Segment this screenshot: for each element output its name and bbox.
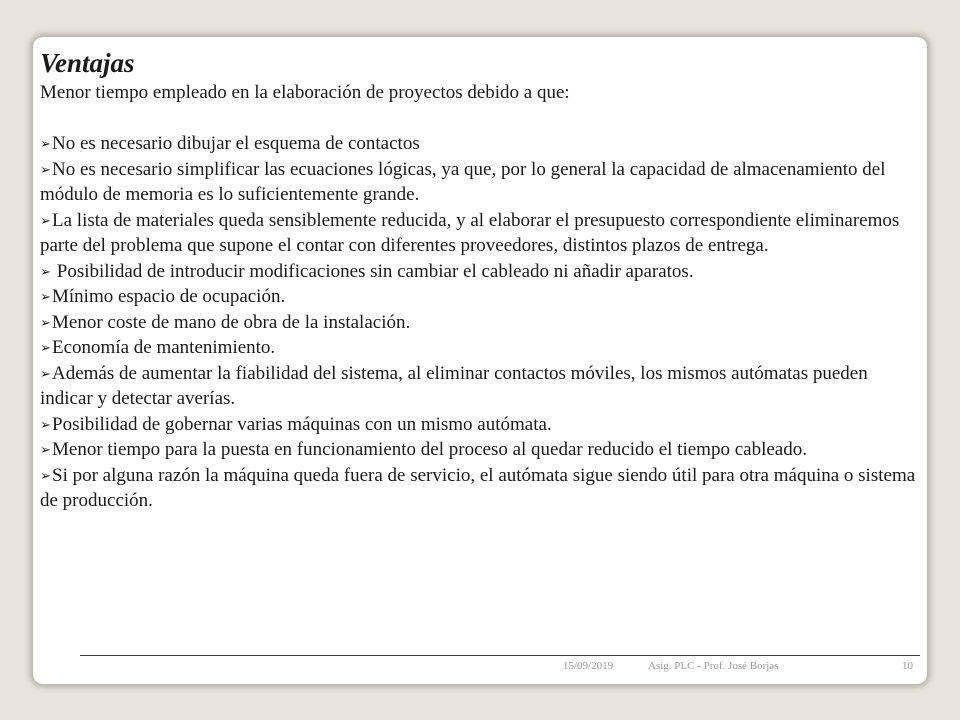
arrow-bullet-icon: ➢	[40, 416, 51, 432]
arrow-bullet-icon: ➢	[40, 314, 51, 330]
list-item-text: No es necesario simplificar las ecuaciones lógicas, ya que, por lo general la capacidad de almacenamiento del módulo de memoria es lo suficientemente grande.	[40, 158, 886, 205]
list-item-text: La lista de materiales queda sensiblemente reducida, y al elaborar el presupuesto correspondiente eliminaremos parte del problema que supone el contar con diferentes proveedores, distintos plazos de entrega.	[40, 209, 900, 256]
list-item-text: Economía de mantenimiento.	[52, 337, 276, 358]
arrow-bullet-icon: ➢	[40, 212, 51, 228]
arrow-bullet-icon: ➢	[40, 263, 51, 279]
list-item-text: Menor tiempo para la puesta en funcionamiento del proceso al quedar reducido el tiempo cableado.	[52, 439, 807, 460]
arrow-bullet-icon: ➢	[40, 136, 51, 151]
page-number: 10	[902, 660, 913, 672]
list-item-text: Posibilidad de gobernar varias máquinas con un mismo autómata.	[52, 413, 552, 435]
list-item	[40, 412, 920, 438]
footer-divider	[80, 655, 920, 656]
footer-date: 15/09/2019	[563, 660, 614, 672]
intro-text: Menor tiempo empleado en la elaboración de proyectos debido a que:	[40, 82, 570, 103]
arrow-bullet-icon: ➢	[40, 289, 51, 304]
list-item	[40, 437, 920, 463]
list-item-text: Posibilidad de introducir modificaciones sin cambiar el cableado ni añadir aparatos.	[52, 260, 694, 282]
arrow-bullet-icon: ➢	[40, 442, 51, 457]
list-item	[40, 284, 920, 310]
list-item-text: Además de aumentar la fiabilidad del sistema, al eliminar contactos móviles, los mismos autómatas pueden indicar y detectar averías.	[40, 362, 868, 409]
list-item	[40, 310, 920, 336]
arrow-bullet-icon: ➢	[40, 161, 51, 177]
arrow-bullet-icon: ➢	[40, 340, 51, 355]
list-item	[40, 463, 920, 514]
list-item	[40, 131, 920, 157]
arrow-bullet-icon: ➢	[40, 365, 51, 381]
slide-title: Ventajas	[40, 48, 135, 78]
list-item-text: Menor coste de mano de obra de la instalación.	[52, 311, 411, 333]
footer-author: Asig. PLC - Prof. José Borjas	[648, 660, 779, 672]
list-item-text: Mínimo espacio de ocupación.	[52, 286, 286, 307]
list-item	[40, 361, 920, 412]
list-item	[40, 208, 920, 259]
slide-content	[40, 46, 920, 514]
list-item-text: No es necesario dibujar el esquema de contactos	[52, 133, 420, 154]
arrow-bullet-icon: ➢	[40, 467, 51, 483]
list-item	[40, 157, 920, 208]
spacer	[40, 106, 920, 131]
list-item	[40, 335, 920, 361]
advantages-list	[40, 131, 920, 514]
list-item	[40, 259, 920, 285]
list-item-text: Si por alguna razón la máquina queda fuera de servicio, el autómata sigue siendo útil para otra máquina o sistema de producción.	[40, 464, 916, 511]
